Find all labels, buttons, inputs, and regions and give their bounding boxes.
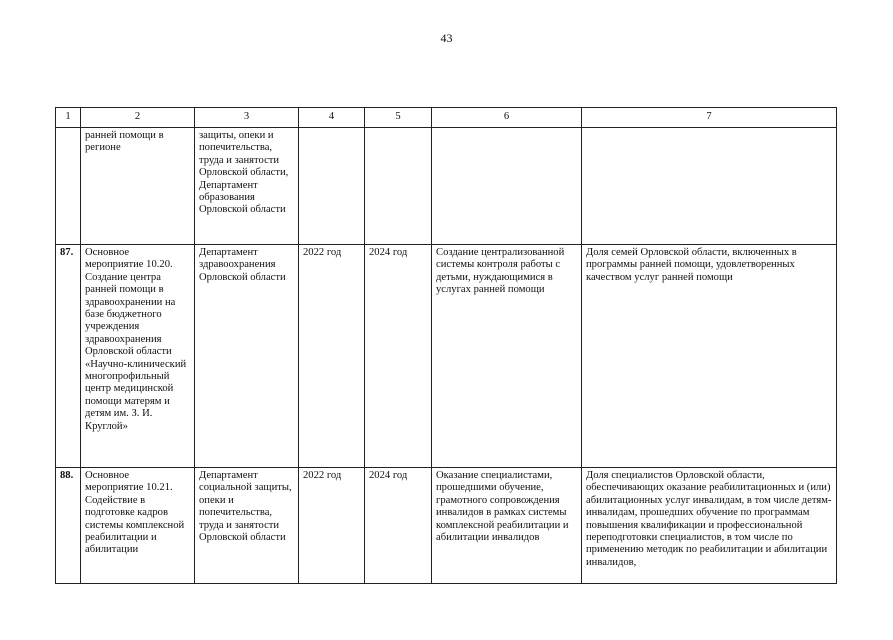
measure-cell: ранней помощи в регионе xyxy=(81,128,195,245)
executor-cell: Департамент здравоохранения Орловской области xyxy=(195,245,299,468)
page-number: 43 xyxy=(440,31,453,45)
start-year-cell: 2022 год xyxy=(299,468,365,584)
executor-cell: защиты, опеки и попечительства, труда и занятости Орловской области, Департамент образования Орловской области xyxy=(195,128,299,245)
header-cell-1: 1 xyxy=(56,108,81,128)
measure-cell: Основное мероприятие 10.20. Создание центра ранней помощи в здравоохранении на базе бюджетного учреждения здравоохранения Орловской области «Научно-клинический многопрофильный центр медицинской помощи матерям и детям им. З. И. Круглой» xyxy=(81,245,195,468)
row-number: 87. xyxy=(56,245,81,468)
indicator-cell: Доля семей Орловской области, включенных в программы ранней помощи, удовлетворенных качеством услуг ранней помощи xyxy=(582,245,837,468)
result-cell: Оказание специалистами, прошедшими обучение, грамотного сопровождения инвалидов в рамках системы комплексной реабилитации и абилитации инвалидов xyxy=(432,468,582,584)
header-cell-3: 3 xyxy=(195,108,299,128)
start-year-cell xyxy=(299,128,365,245)
header-row xyxy=(56,108,837,128)
header-cell-7: 7 xyxy=(582,108,837,128)
end-year-cell: 2024 год xyxy=(365,468,432,584)
row-number: 88. xyxy=(56,468,81,584)
header-cell-2: 2 xyxy=(81,108,195,128)
table-row xyxy=(56,128,837,245)
header-cell-6: 6 xyxy=(432,108,582,128)
table-row xyxy=(56,245,837,468)
start-year-cell: 2022 год xyxy=(299,245,365,468)
result-cell xyxy=(432,128,582,245)
end-year-cell: 2024 год xyxy=(365,245,432,468)
header-cell-5: 5 xyxy=(365,108,432,128)
table-row xyxy=(56,468,837,584)
program-table xyxy=(55,107,837,584)
result-cell: Создание централизованной системы контроля работы с детьми, нуждающимися в услугах ранней помощи xyxy=(432,245,582,468)
indicator-cell: Доля специалистов Орловской области, обеспечивающих оказание реабилитационных и (или) абилитационных услуг инвалидам, в том числе детям-инвалидам, прошедших обучение по программам повышения квалификации и профессиональной переподготовки специалистов, в том числе по применению методик по реабилитации и абилитации инвалидов, xyxy=(582,468,837,584)
measure-cell: Основное мероприятие 10.21. Содействие в подготовке кадров системы комплексной реабилитации и абилитации xyxy=(81,468,195,584)
end-year-cell xyxy=(365,128,432,245)
indicator-cell xyxy=(582,128,837,245)
executor-cell: Департамент социальной защиты, опеки и попечительства, труда и занятости Орловской области xyxy=(195,468,299,584)
row-number xyxy=(56,128,81,245)
header-cell-4: 4 xyxy=(299,108,365,128)
